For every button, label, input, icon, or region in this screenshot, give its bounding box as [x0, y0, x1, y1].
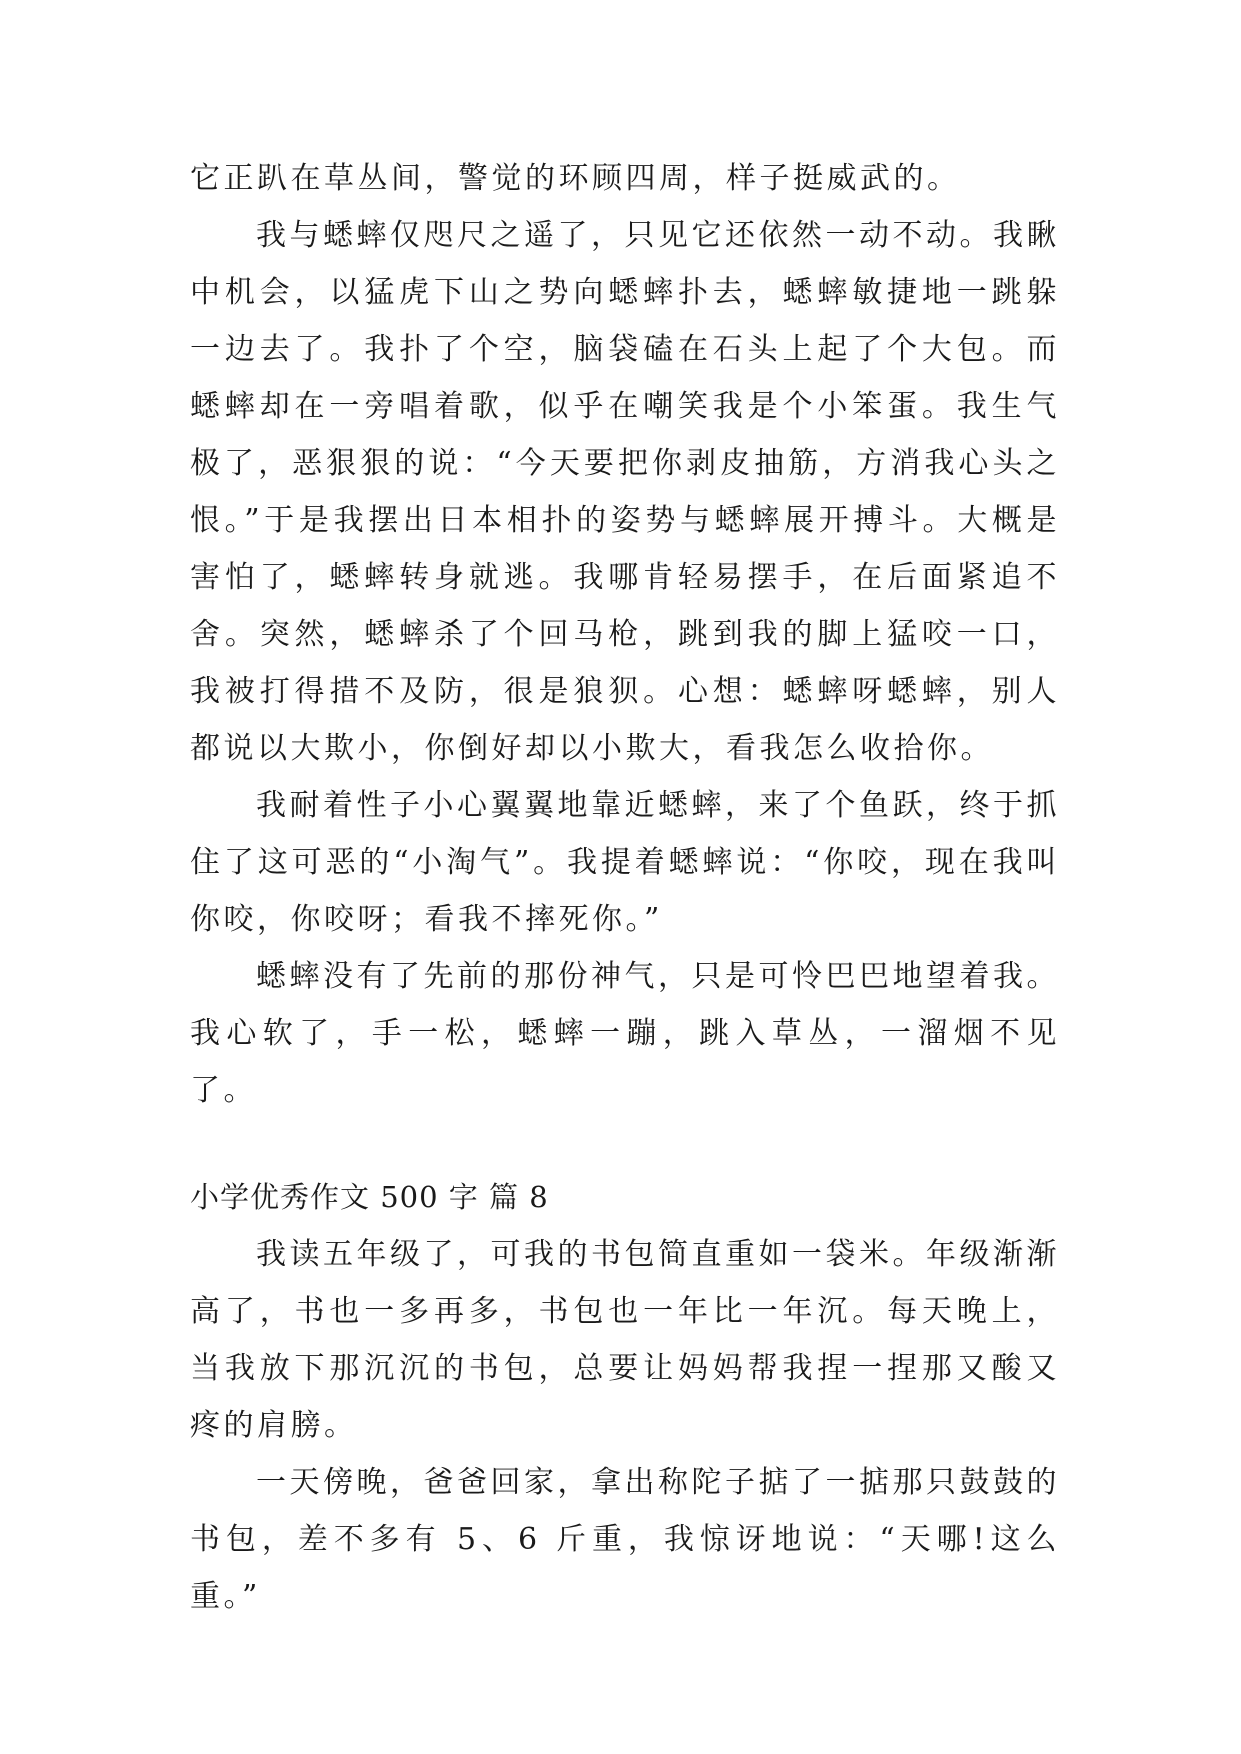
paragraph-schoolbag-weigh: 一天傍晚，爸爸回家，拿出称陀子掂了一掂那只鼓鼓的书包，差不多有 5、6 斤重，我惊讶地说：“天哪!这么重。” — [190, 1465, 1060, 1614]
paragraph-cricket-chase: 我与蟋蟀仅咫尺之遥了，只见它还依然一动不动。我瞅中机会，以猛虎下山之势向蟋蟀扑去，蟋蟀敏捷地一跳躲一边去了。我扑了个空，脑袋磕在石头上起了个大包。而蟋蟀却在一旁唱着歌，似乎在嘲笑我是个小笨蛋。我生气极了，恶狠狠的说：“今天要把你剥皮抽筋，方消我心头之恨。”于是我摆出日本相扑的姿势与蟋蟀展开搏斗。大概是害怕了，蟋蟀转身就逃。我哪肯轻易摆手，在后面紧追不舍。突然，蟋蟀杀了个回马枪，跳到我的脚上猛咬一口，我被打得措不及防，很是狼狈。心想：蟋蟀呀蟋蟀，别人都说以大欺小，你倒好却以小欺大，看我怎么收拾你。 — [190, 218, 1060, 766]
paragraph-cricket-released: 蟋蟀没有了先前的那份神气，只是可怜巴巴地望着我。我心软了，手一松，蟋蟀一蹦，跳入草丛，一溜烟不见了。 — [190, 959, 1060, 1108]
paragraph-cricket-caught: 我耐着性子小心翼翼地靠近蟋蟀，来了个鱼跃，终于抓住了这可恶的“小淘气”。我提着蟋蟀说：“你咬，现在我叫你咬，你咬呀；看我不摔死你。” — [190, 788, 1060, 937]
document-page — [190, 150, 1060, 1625]
essay-heading: 小学优秀作文 500 字 篇 8 — [190, 1180, 549, 1214]
paragraph-continuation: 它正趴在草丛间，警觉的环顾四周，样子挺威武的。 — [190, 161, 961, 196]
paragraph-schoolbag-intro: 我读五年级了，可我的书包简直重如一袋米。年级渐渐高了，书也一多再多，书包也一年比一年沉。每天晚上，当我放下那沉沉的书包，总要让妈妈帮我捏一捏那又酸又疼的肩膀。 — [190, 1237, 1060, 1443]
